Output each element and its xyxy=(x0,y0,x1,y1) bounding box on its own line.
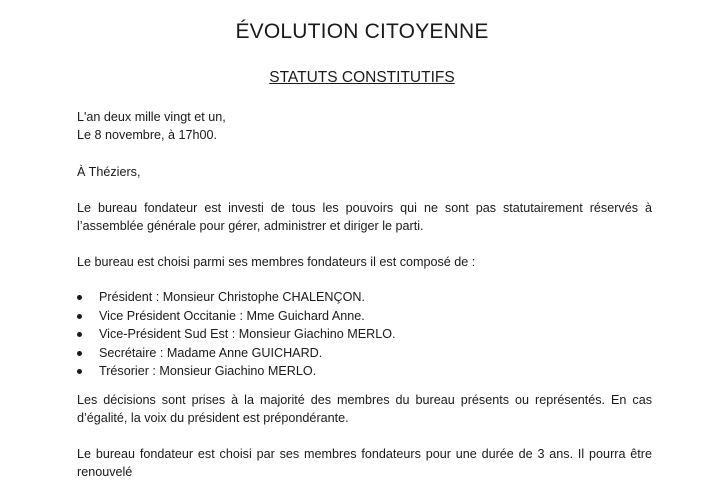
paragraph-bureau-composition: Le bureau est choisi parmi ses membres fondateurs il est composé de : xyxy=(77,255,476,269)
list-item xyxy=(77,362,652,381)
list-item xyxy=(77,307,652,326)
list-item xyxy=(77,325,652,344)
list-item xyxy=(77,288,652,307)
bullet-icon xyxy=(77,369,82,374)
document-subtitle: STATUTS CONSTITUTIFS xyxy=(269,69,455,86)
list-item-text: Vice-Président Sud Est : Monsieur Giachino MERLO. xyxy=(99,327,396,341)
place-line: À Théziers, xyxy=(77,165,141,179)
paragraph-decisions: Les décisions sont prises à la majorité des membres du bureau présents ou représentés. En cas d’égalité, la voix du président est prépondérante. xyxy=(77,392,652,425)
list-item xyxy=(77,344,652,363)
list-item-text: Président : Monsieur Christophe CHALENÇON. xyxy=(99,290,365,304)
paragraph-bureau-powers: Le bureau fondateur est investi de tous les pouvoirs qui ne sont pas statutairement réservés à l’assemblée générale pour gérer, administrer et diriger le parti. xyxy=(77,201,652,233)
list-item-text: Trésorier : Monsieur Giachino MERLO. xyxy=(99,364,317,378)
opening-line-time: Le 8 novembre, à 17h00. xyxy=(77,128,218,142)
list-item-text: Vice Président Occitanie : Mme Guichard Anne. xyxy=(99,308,365,323)
bullet-icon xyxy=(77,351,82,356)
bullet-icon xyxy=(77,314,82,319)
bullet-icon xyxy=(77,332,82,337)
document-title: ÉVOLUTION CITOYENNE xyxy=(235,20,489,43)
list-item-text: Secrétaire : Madame Anne GUICHARD. xyxy=(99,345,323,360)
opening-line-date: L'an deux mille vingt et un, xyxy=(77,110,226,124)
document-body xyxy=(77,108,652,481)
bullet-icon xyxy=(77,295,82,300)
members-list xyxy=(77,288,652,381)
paragraph-term: Le bureau fondateur est choisi par ses membres fondateurs pour une durée de 3 ans. Il pourra être renouvelé xyxy=(77,446,652,479)
